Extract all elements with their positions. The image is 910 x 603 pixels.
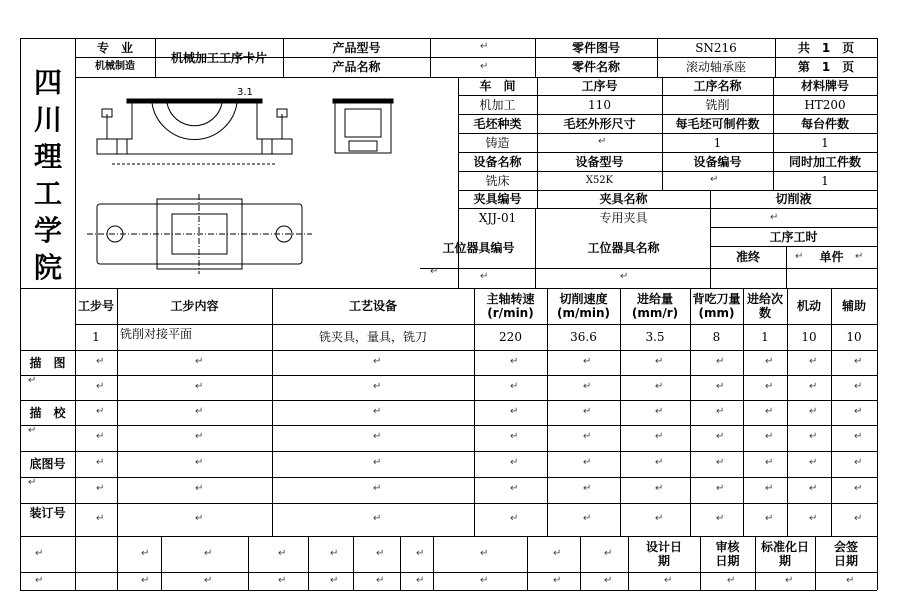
- paragraph-mark: ↵: [765, 381, 774, 392]
- paragraph-mark: ↵: [96, 381, 105, 392]
- paragraph-mark: ↵: [855, 251, 864, 262]
- school-char: 学: [33, 213, 62, 247]
- per-unit-value: 1: [821, 135, 829, 150]
- side-label-trace: 描 图: [29, 355, 66, 370]
- cell-speed: 36.6: [570, 330, 597, 344]
- grid-line: [433, 536, 434, 590]
- paragraph-mark: ↵: [716, 513, 725, 524]
- col-depth: 背吃刀量(mm): [692, 292, 741, 320]
- fixture-no-label: 夹具编号: [473, 192, 522, 206]
- grid-line: [20, 477, 877, 478]
- fixture-no-value: XJJ-01: [478, 210, 517, 225]
- grid-line: [117, 288, 118, 536]
- paragraph-mark: ↵: [604, 575, 613, 586]
- cell-depth: 8: [712, 330, 721, 344]
- paragraph-mark: ↵: [376, 548, 385, 559]
- grid-line: [353, 536, 354, 590]
- paragraph-mark: ↵: [373, 483, 382, 494]
- per-blank-label: 每毛坯可制件数: [675, 116, 760, 131]
- school-char: 四: [33, 65, 62, 99]
- col-spindle: 主轴转速(r/min): [486, 292, 535, 320]
- paragraph-mark: ↵: [373, 381, 382, 392]
- paragraph-mark: ↵: [553, 575, 562, 586]
- paragraph-mark: ↵: [510, 513, 519, 524]
- side-label-binding-no: 装订号: [29, 506, 66, 520]
- paragraph-mark: ↵: [96, 483, 105, 494]
- paragraph-mark: ↵: [195, 356, 204, 367]
- paragraph-mark: ↵: [655, 513, 664, 524]
- paragraph-mark: ↵: [854, 356, 863, 367]
- prep-label: 准终: [735, 250, 760, 264]
- paragraph-mark: ↵: [765, 513, 774, 524]
- paragraph-mark: ↵: [480, 575, 489, 586]
- major-value: 机械制造: [95, 61, 135, 72]
- equip-name-value: 铣床: [485, 173, 510, 188]
- equip-no-label: 设备编号: [693, 154, 742, 169]
- paragraph-mark: ↵: [510, 406, 519, 417]
- grid-line: [20, 375, 877, 376]
- paragraph-mark: ↵: [809, 483, 818, 494]
- cell-machine-time: 10: [801, 330, 817, 344]
- major-label: 专 业: [96, 40, 133, 55]
- paragraph-mark: ↵: [854, 431, 863, 442]
- per-unit-label: 每台件数: [800, 116, 849, 131]
- paragraph-mark: ↵: [141, 548, 150, 559]
- grid-line: [20, 400, 877, 401]
- paragraph-mark: ↵: [716, 483, 725, 494]
- grid-line: [308, 536, 309, 590]
- grid-line: [117, 536, 118, 590]
- cell-feed: 3.5: [645, 330, 665, 344]
- col-step-no: 工步号: [77, 299, 114, 313]
- equip-model-label: 设备型号: [575, 154, 624, 169]
- dimension-note: 3.1: [237, 87, 253, 98]
- col-passes: 进给次数: [746, 292, 783, 320]
- border-right: [877, 38, 878, 590]
- paragraph-mark: ↵: [716, 356, 725, 367]
- part-name-label: 零件名称: [571, 60, 620, 74]
- school-char: 川: [33, 102, 62, 136]
- paragraph-mark: ↵: [583, 483, 592, 494]
- simul-value: 1: [821, 173, 829, 188]
- paragraph-mark: ↵: [854, 457, 863, 468]
- paragraph-mark: ↵: [376, 575, 385, 586]
- simul-label: 同时加工件数: [788, 154, 861, 169]
- paragraph-mark: ↵: [278, 548, 287, 559]
- paragraph-mark: ↵: [96, 431, 105, 442]
- paragraph-mark: ↵: [664, 575, 673, 586]
- grid-line: [20, 350, 877, 351]
- paragraph-mark: ↵: [809, 381, 818, 392]
- total-pages: 共 1 页: [797, 40, 855, 55]
- col-feed: 进给量(mm/r): [631, 292, 679, 320]
- equip-model-value: X52K: [585, 174, 614, 186]
- station-tool-no-label: 工位器具编号: [442, 240, 515, 255]
- paragraph-mark: ↵: [655, 406, 664, 417]
- paragraph-mark: ↵: [655, 431, 664, 442]
- cell-content: 铣削对接平面: [120, 327, 193, 341]
- paragraph-mark: ↵: [854, 381, 863, 392]
- paragraph-mark: ↵: [430, 266, 439, 277]
- op-name-value: 铣削: [705, 97, 730, 112]
- paragraph-mark: ↵: [510, 431, 519, 442]
- side-label-base-no: 底图号: [29, 457, 66, 471]
- paragraph-mark: ↵: [373, 513, 382, 524]
- col-aux-time: 辅助: [841, 299, 866, 313]
- paragraph-mark: ↵: [583, 356, 592, 367]
- part-drawing: [77, 79, 455, 284]
- paragraph-mark: ↵: [716, 381, 725, 392]
- paragraph-mark: ↵: [204, 548, 213, 559]
- paragraph-mark: ↵: [809, 457, 818, 468]
- paragraph-mark: ↵: [195, 513, 204, 524]
- paragraph-mark: ↵: [480, 548, 489, 559]
- grid-line: [75, 536, 76, 590]
- paragraph-mark: ↵: [716, 457, 725, 468]
- grid-line: [400, 536, 401, 590]
- workshop-label: 车 间: [479, 79, 516, 93]
- station-tool-name-label: 工位器具名称: [587, 240, 660, 255]
- paragraph-mark: ↵: [416, 548, 425, 559]
- equip-name-label: 设备名称: [473, 154, 522, 169]
- part-drawing-value: SN216: [695, 40, 737, 55]
- grid-line: [580, 536, 581, 590]
- paragraph-mark: ↵: [655, 381, 664, 392]
- school-name: [24, 64, 72, 286]
- paragraph-mark: ↵: [480, 61, 489, 72]
- paragraph-mark: ↵: [765, 356, 774, 367]
- paragraph-mark: ↵: [28, 425, 37, 436]
- time-label: 工序工时: [769, 229, 818, 244]
- paragraph-mark: ↵: [195, 381, 204, 392]
- paragraph-mark: ↵: [278, 575, 287, 586]
- blank-type-value: 铸造: [485, 135, 510, 150]
- paragraph-mark: ↵: [373, 356, 382, 367]
- paragraph-mark: ↵: [195, 457, 204, 468]
- paragraph-mark: ↵: [809, 513, 818, 524]
- per-blank-value: 1: [713, 135, 722, 150]
- school-char: 院: [33, 250, 62, 284]
- paragraph-mark: ↵: [655, 457, 664, 468]
- part-drawing-label: 零件图号: [571, 40, 620, 55]
- paragraph-mark: ↵: [765, 483, 774, 494]
- paragraph-mark: ↵: [716, 431, 725, 442]
- paragraph-mark: ↵: [655, 483, 664, 494]
- side-label-check: 描 校: [29, 405, 66, 420]
- sign-review: 审核日期: [715, 540, 740, 568]
- paragraph-mark: ↵: [716, 406, 725, 417]
- paragraph-mark: ↵: [330, 548, 339, 559]
- part-name-value: 滚动轴承座: [685, 60, 746, 74]
- product-model-label: 产品型号: [332, 40, 381, 55]
- grid-line: [527, 536, 528, 590]
- paragraph-mark: ↵: [710, 174, 719, 185]
- paragraph-mark: ↵: [809, 356, 818, 367]
- unit-label: 单件: [819, 250, 844, 264]
- cell-spindle: 220: [499, 330, 522, 344]
- grid-line: [248, 536, 249, 590]
- card-title: 机械加工工序卡片: [170, 50, 267, 65]
- paragraph-mark: ↵: [854, 483, 863, 494]
- page-number: 第 1 页: [797, 60, 855, 74]
- paragraph-mark: ↵: [583, 431, 592, 442]
- blank-type-label: 毛坯种类: [473, 116, 522, 131]
- paragraph-mark: ↵: [330, 575, 339, 586]
- paragraph-mark: ↵: [795, 251, 804, 262]
- col-equipment: 工艺设备: [348, 299, 397, 313]
- paragraph-mark: ↵: [809, 406, 818, 417]
- paragraph-mark: ↵: [770, 212, 779, 223]
- paragraph-mark: ↵: [620, 271, 629, 282]
- paragraph-mark: ↵: [373, 406, 382, 417]
- paragraph-mark: ↵: [854, 406, 863, 417]
- school-char: 工: [33, 176, 62, 210]
- fixture-name-label: 夹具名称: [599, 192, 648, 206]
- paragraph-mark: ↵: [35, 548, 44, 559]
- fixture-name-value: 专用夹具: [599, 210, 648, 225]
- grid-line: [161, 536, 162, 590]
- paragraph-mark: ↵: [765, 457, 774, 468]
- grid-line: [20, 425, 877, 426]
- paragraph-mark: ↵: [96, 356, 105, 367]
- paragraph-mark: ↵: [28, 477, 37, 488]
- border-bottom: [20, 590, 877, 591]
- paragraph-mark: ↵: [583, 406, 592, 417]
- paragraph-mark: ↵: [195, 431, 204, 442]
- bearing-housing-drawing: [77, 79, 455, 284]
- paragraph-mark: ↵: [35, 575, 44, 586]
- sign-design: 设计日期: [645, 540, 682, 568]
- sign-standard: 标准化日期: [761, 540, 810, 568]
- paragraph-mark: ↵: [96, 406, 105, 417]
- paragraph-mark: ↵: [510, 381, 519, 392]
- op-name-label: 工序名称: [693, 79, 742, 93]
- sign-countersign: 会签日期: [833, 540, 858, 568]
- grid-line: [430, 38, 431, 77]
- paragraph-mark: ↵: [727, 575, 736, 586]
- workshop-value: 机加工: [479, 97, 516, 112]
- paragraph-mark: ↵: [655, 356, 664, 367]
- paragraph-mark: ↵: [510, 483, 519, 494]
- paragraph-mark: ↵: [583, 381, 592, 392]
- paragraph-mark: ↵: [195, 483, 204, 494]
- paragraph-mark: ↵: [785, 575, 794, 586]
- paragraph-mark: ↵: [846, 575, 855, 586]
- paragraph-mark: ↵: [373, 431, 382, 442]
- product-name-label: 产品名称: [332, 60, 381, 74]
- paragraph-mark: ↵: [553, 548, 562, 559]
- paragraph-mark: ↵: [765, 431, 774, 442]
- paragraph-mark: ↵: [96, 457, 105, 468]
- paragraph-mark: ↵: [604, 548, 613, 559]
- grid-line: [20, 451, 877, 452]
- material-label: 材料牌号: [800, 79, 849, 93]
- coolant-label: 切削液: [775, 192, 812, 206]
- col-speed: 切削速度(m/min): [556, 292, 610, 320]
- paragraph-mark: ↵: [373, 457, 382, 468]
- cell-aux-time: 10: [846, 330, 862, 344]
- grid-line: [420, 268, 877, 269]
- paragraph-mark: ↵: [28, 375, 37, 386]
- grid-line: [20, 572, 877, 573]
- paragraph-mark: ↵: [195, 406, 204, 417]
- paragraph-mark: ↵: [583, 457, 592, 468]
- paragraph-mark: ↵: [204, 575, 213, 586]
- material-value: HT200: [804, 97, 846, 112]
- school-char: 理: [33, 139, 62, 173]
- paragraph-mark: ↵: [854, 513, 863, 524]
- paragraph-mark: ↵: [809, 431, 818, 442]
- cell-equipment: 铣夹具，量具，铣刀: [318, 330, 427, 344]
- paragraph-mark: ↵: [583, 513, 592, 524]
- col-machine-time: 机动: [796, 299, 821, 313]
- op-no-value: 110: [588, 97, 611, 112]
- paragraph-mark: ↵: [510, 457, 519, 468]
- grid-line: [20, 503, 877, 504]
- col-content: 工步内容: [170, 299, 219, 313]
- paragraph-mark: ↵: [416, 575, 425, 586]
- paragraph-mark: ↵: [141, 575, 150, 586]
- cell-step-no: 1: [92, 330, 100, 344]
- op-no-label: 工序号: [581, 79, 618, 93]
- cell-passes: 1: [761, 330, 769, 344]
- paragraph-mark: ↵: [510, 356, 519, 367]
- paragraph-mark: ↵: [96, 513, 105, 524]
- paragraph-mark: ↵: [480, 41, 489, 52]
- blank-size-label: 毛坯外形尺寸: [563, 116, 636, 131]
- paragraph-mark: ↵: [480, 271, 489, 282]
- paragraph-mark: ↵: [765, 406, 774, 417]
- paragraph-mark: ↵: [598, 136, 607, 147]
